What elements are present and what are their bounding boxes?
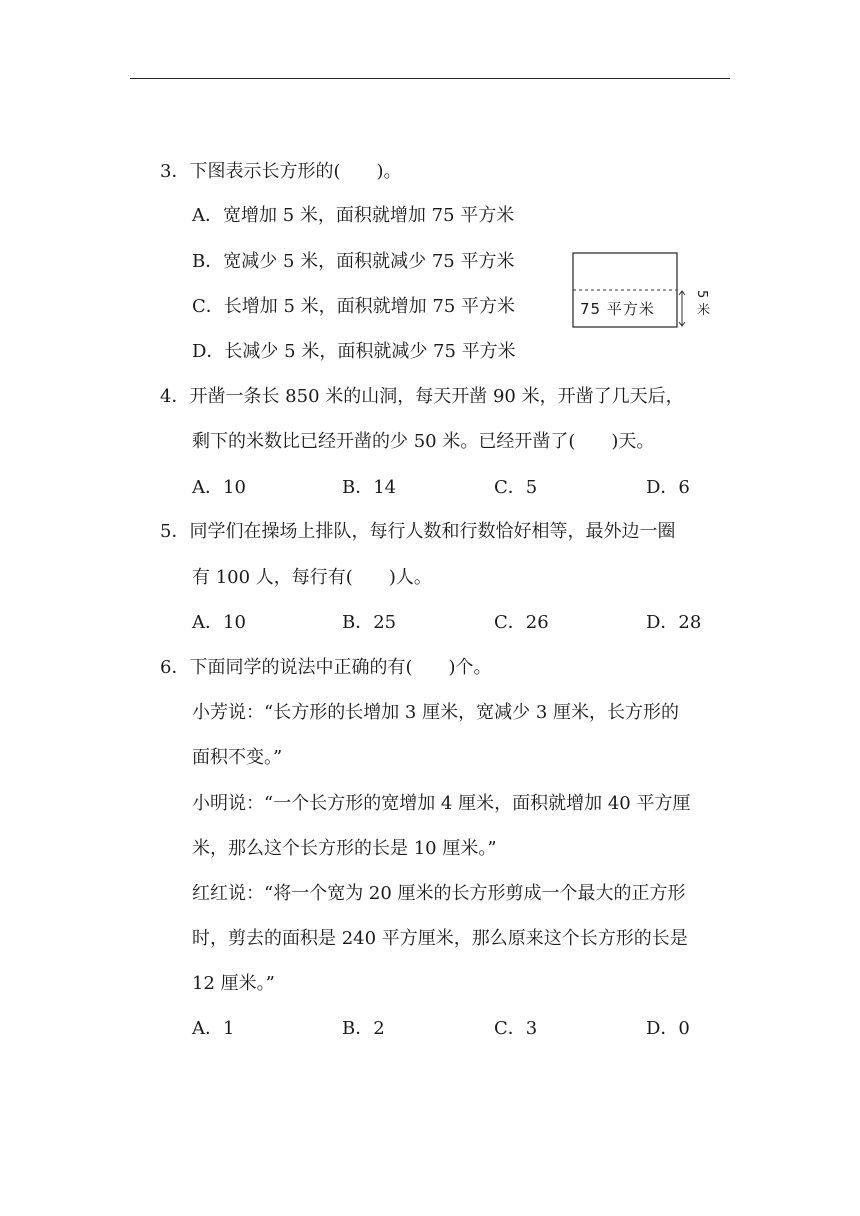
q5-stem-line1: 5．同学们在操场上排队，每行人数和行数恰好相等，最外边一圈 <box>160 521 676 542</box>
q4-option-c[interactable]: C．5 <box>494 477 538 498</box>
q6-honghong-line2: 时，剪去的面积是 240 平方厘米，那么原来这个长方形的长是 <box>192 928 688 949</box>
q6-stem: 6．下面同学的说法中正确的有( )个。 <box>160 657 492 678</box>
q3-option-b[interactable]: B．宽减少 5 米，面积就减少 75 平方米 <box>192 251 515 272</box>
q4-option-a[interactable]: A．10 <box>192 477 246 498</box>
q3-area-label: 75 平方米 <box>580 300 655 318</box>
q6-honghong-line1: 红红说：“将一个宽为 20 厘米的长方形剪成一个最大的正方形 <box>192 883 686 904</box>
q3-rectangle-figure <box>566 250 716 332</box>
q4-option-d[interactable]: D．6 <box>646 477 690 498</box>
q6-xiaofang-line2: 面积不变。” <box>192 747 283 768</box>
q3-stem: 3．下图表示长方形的( )。 <box>160 161 402 182</box>
q4-option-b[interactable]: B．14 <box>342 477 397 498</box>
q6-xiaofang-line1: 小芳说：“长方形的长增加 3 厘米，宽减少 3 厘米，长方形的 <box>192 702 679 723</box>
q5-stem-line2: 有 100 人，每行有( )人。 <box>192 567 432 588</box>
q6-option-a[interactable]: A．1 <box>192 1018 235 1039</box>
q3-dimension-label: 5 米 <box>694 290 709 316</box>
q6-option-b[interactable]: B．2 <box>342 1018 385 1039</box>
q4-stem-text-1: 4．开凿一条长 850 米的山洞，每天开凿 90 米，开凿了几天后， <box>160 386 684 407</box>
q4-stem-line2: 剩下的米数比已经开凿的少 50 米。已经开凿了( )天。 <box>192 431 655 452</box>
q4-stem-line1 <box>160 385 730 409</box>
q3-option-a[interactable]: A．宽增加 5 米，面积就增加 75 平方米 <box>192 205 515 226</box>
q6-option-d[interactable]: D．0 <box>646 1018 690 1039</box>
q3-option-d[interactable]: D．长减少 5 米，面积就减少 75 平方米 <box>192 341 516 362</box>
q6-xiaoming-line1: 小明说：“一个长方形的宽增加 4 厘米，面积就增加 40 平方厘 <box>192 793 691 814</box>
q6-xiaoming-line2: 米，那么这个长方形的长是 10 厘米。” <box>192 838 497 859</box>
q3-option-c[interactable]: C．长增加 5 米，面积就增加 75 平方米 <box>192 296 516 317</box>
q5-option-b[interactable]: B．25 <box>342 612 397 633</box>
q5-option-c[interactable]: C．26 <box>494 612 549 633</box>
q6-option-c[interactable]: C．3 <box>494 1018 538 1039</box>
q6-honghong-line3: 12 厘米。” <box>192 973 275 994</box>
header-rule <box>130 78 730 79</box>
q5-option-a[interactable]: A．10 <box>192 612 246 633</box>
q5-option-d[interactable]: D．28 <box>646 612 702 633</box>
